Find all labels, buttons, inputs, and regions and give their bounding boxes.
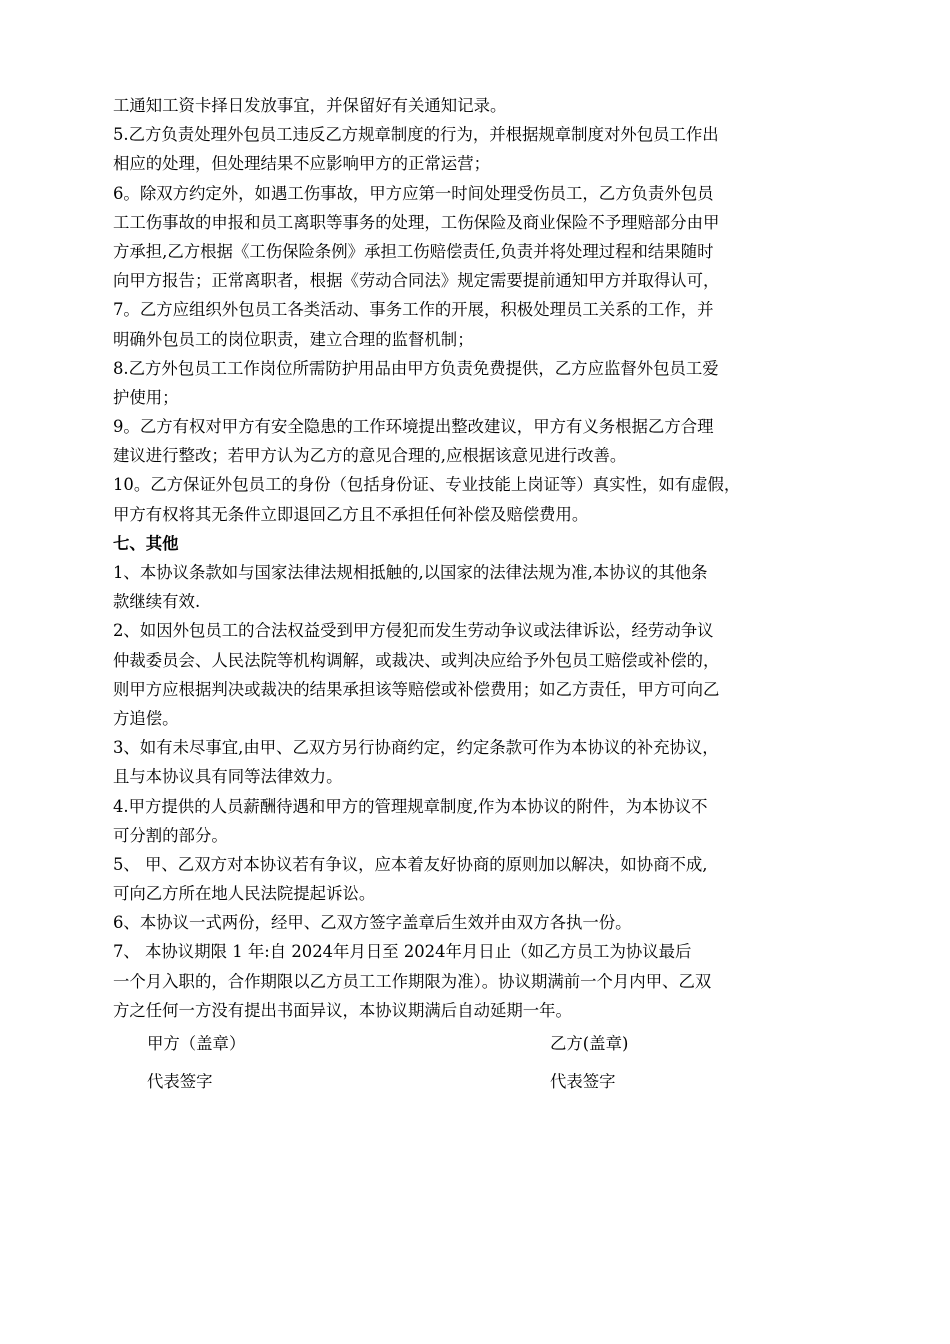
text-line: 工通知工资卡择日发放事宜，并保留好有关通知记录。 bbox=[113, 96, 507, 115]
text-line: 8.乙方外包员工工作岗位所需防护用品由甲方负责免费提供，乙方应监督外包员工爱 bbox=[113, 358, 719, 378]
party-a-seal-label: 甲方（盖章） bbox=[147, 1034, 246, 1053]
text-line: 4.甲方提供的人员薪酬待遇和甲方的管理规章制度,作为本协议的附件，为本协议不 bbox=[113, 796, 708, 816]
text-line: 1、本协议条款如与国家法律法规相抵触的,以国家的法律法规为准,本协议的其他条 bbox=[113, 563, 708, 582]
text-line: 方追偿。 bbox=[113, 708, 179, 728]
text-line: 工工伤事故的申报和员工离职等事务的处理，工伤保险及商业保险不予理赔部分由甲 bbox=[113, 212, 720, 232]
text-line: 相应的处理，但处理结果不应影响甲方的正常运营； bbox=[113, 154, 490, 174]
text-line: 5.乙方负责处理外包员工违反乙方规章制度的行为，并根据规章制度对外包员工作出 bbox=[113, 125, 719, 145]
text-line: 建议进行整改；若甲方认为乙方的意见合理的,应根据该意见进行改善。 bbox=[113, 446, 627, 466]
paragraph-lines bbox=[113, 91, 839, 1025]
text-line: 方承担,乙方根据《工伤保险条例》承担工伤赔偿责任,负责并将处理过程和结果随时 bbox=[113, 241, 714, 261]
party-b-signature-label: 代表签字 bbox=[550, 1072, 616, 1091]
text-line: 护使用； bbox=[113, 387, 179, 407]
party-b-seal-label: 乙方(盖章) bbox=[550, 1034, 629, 1053]
text-line: 可分割的部分。 bbox=[113, 825, 228, 845]
seal-row bbox=[113, 1025, 839, 1063]
text-line: 5、 甲、乙双方对本协议若有争议，应本着友好协商的原则加以解决，如协商不成, bbox=[113, 854, 708, 874]
text-line: 10。乙方保证外包员工的身份（包括身份证、专业技能上岗证等）真实性，如有虚假， bbox=[113, 475, 741, 495]
party-a-signature-label: 代表签字 bbox=[147, 1072, 213, 1091]
text-line: 可向乙方所在地人民法院提起诉讼。 bbox=[113, 884, 376, 904]
text-line: 且与本协议具有同等法律效力。 bbox=[113, 767, 343, 787]
section-heading: 七、其他 bbox=[113, 533, 179, 553]
signature-row bbox=[113, 1063, 839, 1101]
text-line: 6。除双方约定外，如遇工伤事故，甲方应第一时间处理受伤员工，乙方负责外包员 bbox=[113, 183, 714, 203]
document-body bbox=[113, 91, 839, 1101]
text-line: 7、 本协议期限 1 年:自 2024年月日至 2024年月日止（如乙方员工为协议最后 bbox=[113, 942, 692, 962]
text-line: 3、如有未尽事宜,由甲、乙双方另行协商约定，约定条款可作为本协议的补充协议， bbox=[113, 738, 719, 758]
text-line: 7。乙方应组织外包员工各类活动、事务工作的开展，积极处理员工关系的工作，并 bbox=[113, 300, 714, 320]
text-line: 一个月入职的，合作期限以乙方员工工作期限为准）。协议期满前一个月内甲、乙双 bbox=[113, 971, 712, 991]
text-line: 甲方有权将其无条件立即退回乙方且不承担任何补偿及赔偿费用。 bbox=[113, 504, 589, 524]
text-line: 则甲方应根据判决或裁决的结果承担该等赔偿或补偿费用；如乙方责任，甲方可向乙 bbox=[113, 679, 720, 699]
text-line: 方之任何一方没有提出书面异议，本协议期满后自动延期一年。 bbox=[113, 1000, 572, 1020]
text-line: 2、如因外包员工的合法权益受到甲方侵犯而发生劳动争议或法律诉讼，经劳动争议 bbox=[113, 621, 714, 641]
text-line: 明确外包员工的岗位职责，建立合理的监督机制； bbox=[113, 329, 474, 349]
text-line: 仲裁委员会、人民法院等机构调解，或裁决、或判决应给予外包员工赔偿或补偿的， bbox=[113, 650, 720, 670]
text-line: 款继续有效. bbox=[113, 592, 201, 612]
text-line: 9。乙方有权对甲方有安全隐患的工作环境提出整改建议，甲方有义务根据乙方合理 bbox=[113, 417, 714, 437]
text-line: 6、本协议一式两份，经甲、乙双方签字盖章后生效并由双方各执一份。 bbox=[113, 913, 632, 933]
text-line: 向甲方报告；正常离职者，根据《劳动合同法》规定需要提前通知甲方并取得认可， bbox=[113, 271, 720, 291]
